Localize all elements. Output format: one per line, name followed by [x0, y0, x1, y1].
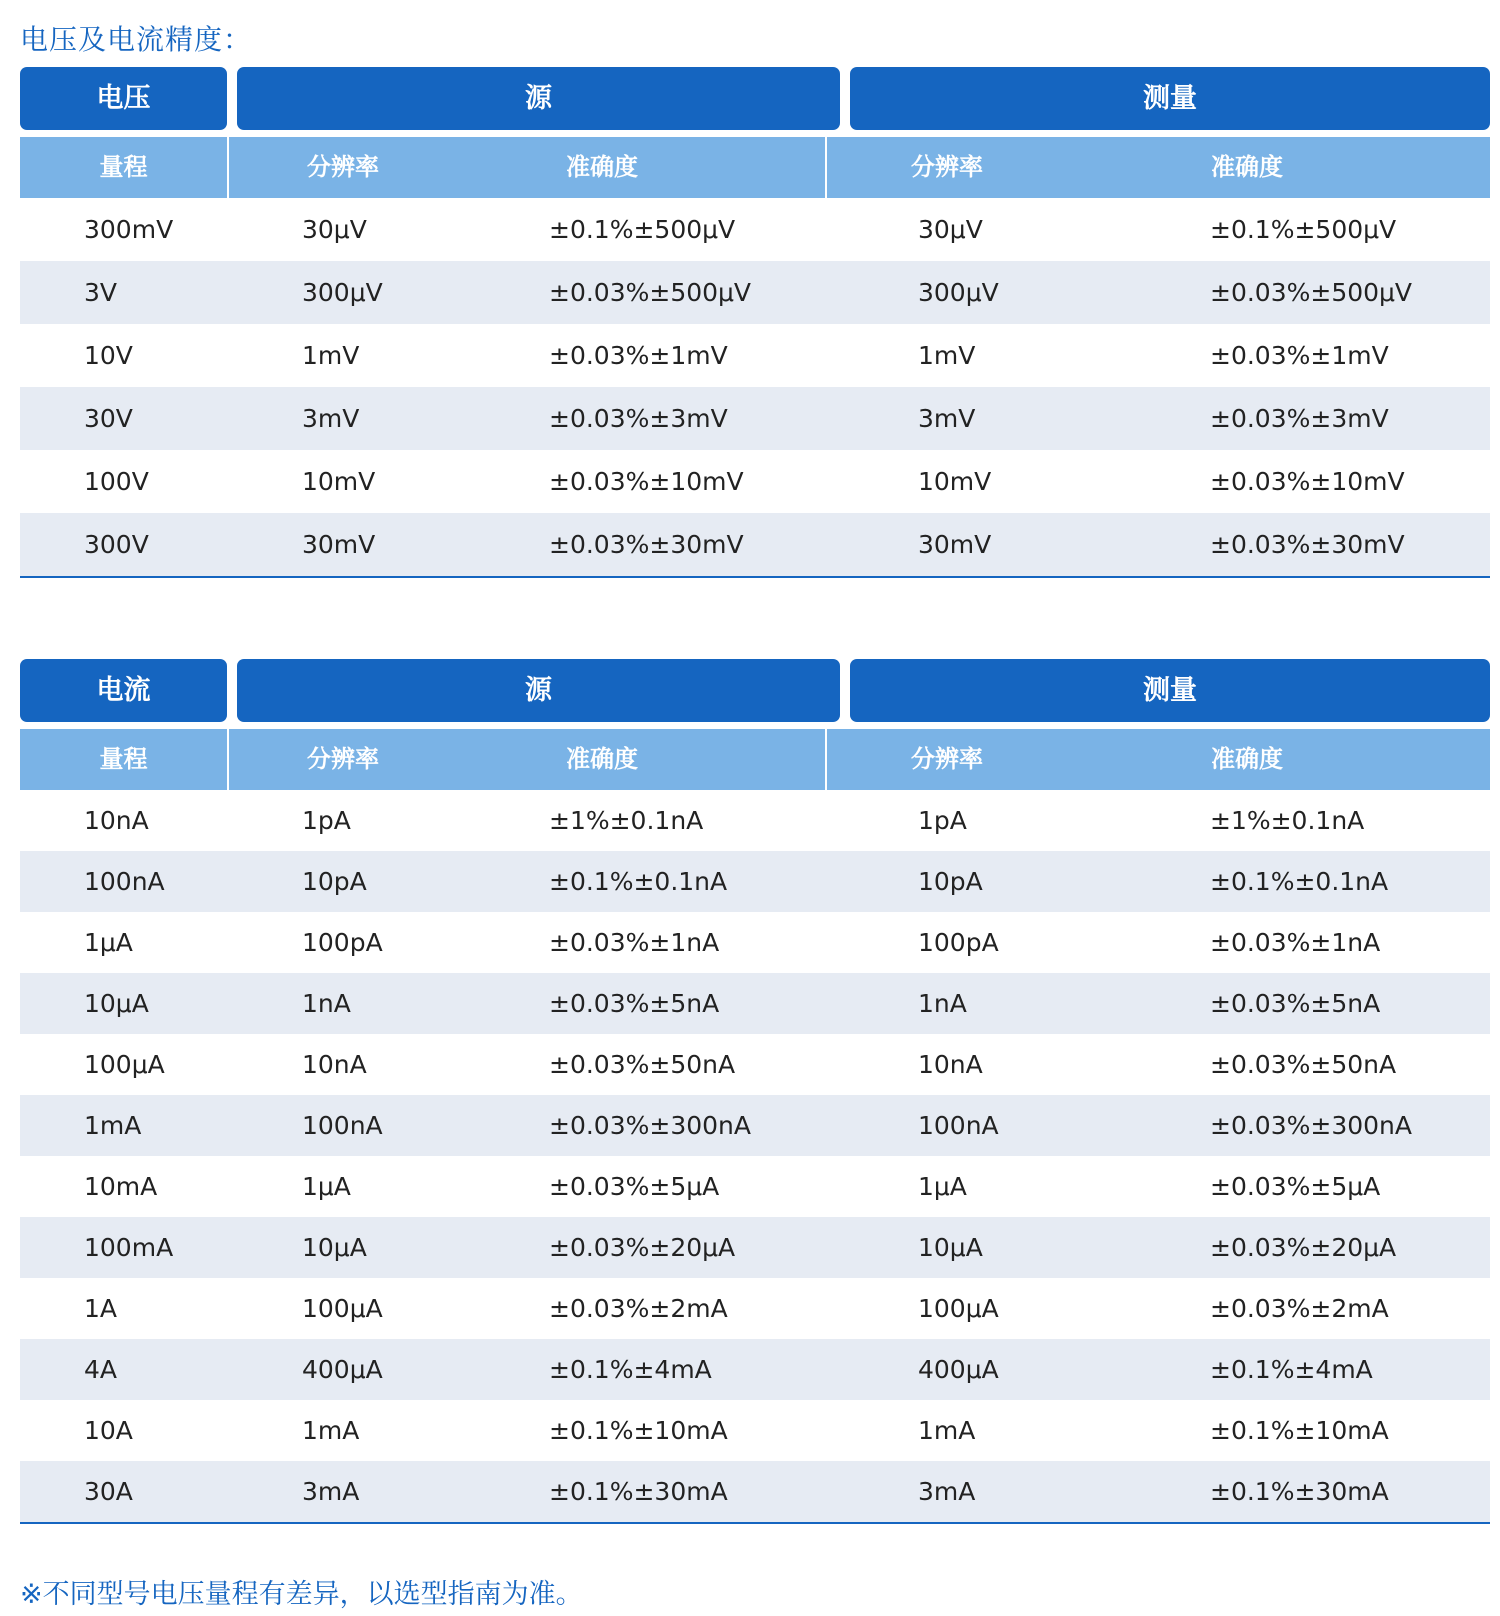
cell-measure-accuracy: ±0.03%±50nA — [1210, 1050, 1397, 1079]
voltage-table — [20, 67, 1490, 578]
current-col-source-resolution: 分辨率 — [307, 745, 379, 773]
cell-source-resolution: 3mA — [302, 1477, 360, 1506]
current-header-row — [20, 659, 1490, 722]
cell-measure-accuracy: ±0.1%±0.1nA — [1210, 867, 1389, 896]
table-row — [20, 1461, 1490, 1522]
table-row — [20, 1400, 1490, 1461]
cell-measure-accuracy: ±0.03%±5nA — [1210, 989, 1381, 1018]
cell-source-accuracy: ±0.03%±5nA — [549, 989, 720, 1018]
cell-source-resolution: 100pA — [302, 928, 383, 957]
cell-source-resolution: 30μV — [302, 215, 367, 244]
cell-source-accuracy: ±0.03%±10mV — [549, 467, 744, 496]
cell-measure-resolution: 10mV — [918, 467, 992, 496]
voltage-col-measure-accuracy: 准确度 — [1211, 153, 1283, 181]
page-title: 电压及电流精度： — [20, 23, 253, 56]
cell-measure-resolution: 10μA — [918, 1233, 983, 1262]
cell-range: 300mV — [84, 215, 174, 244]
voltage-table-body — [20, 198, 1490, 576]
footnote: ※不同型号电压量程有差异，以选型指南为准。 — [20, 1579, 583, 1610]
cell-range: 10nA — [84, 806, 149, 835]
table-row — [20, 851, 1490, 912]
cell-range: 1mA — [84, 1111, 142, 1140]
cell-measure-resolution: 1mA — [918, 1416, 976, 1445]
cell-measure-accuracy: ±0.03%±3mV — [1210, 404, 1389, 433]
table-row — [20, 1095, 1490, 1156]
cell-source-resolution: 10mV — [302, 467, 376, 496]
cell-range: 300V — [84, 530, 149, 559]
cell-measure-accuracy: ±0.03%±10mV — [1210, 467, 1405, 496]
cell-measure-accuracy: ±0.03%±1nA — [1210, 928, 1381, 957]
cell-source-resolution: 1μA — [302, 1172, 351, 1201]
cell-source-resolution: 1nA — [302, 989, 351, 1018]
cell-range: 10mA — [84, 1172, 158, 1201]
cell-source-resolution: 1mA — [302, 1416, 360, 1445]
cell-source-accuracy: ±0.1%±4mA — [549, 1355, 712, 1384]
cell-measure-resolution: 100nA — [918, 1111, 999, 1140]
cell-source-accuracy: ±0.03%±5μA — [549, 1172, 720, 1201]
current-col-measure-resolution: 分辨率 — [911, 745, 983, 773]
table-row — [20, 790, 1490, 851]
cell-range: 10V — [84, 341, 133, 370]
cell-measure-resolution: 30mV — [918, 530, 992, 559]
current-header-source: 源 — [237, 659, 840, 722]
table-row — [20, 450, 1490, 513]
table-row — [20, 912, 1490, 973]
current-col-range: 量程 — [99, 745, 148, 773]
cell-measure-accuracy: ±0.03%±20μA — [1210, 1233, 1397, 1262]
current-table — [20, 659, 1490, 1524]
table-row — [20, 261, 1490, 324]
cell-source-accuracy: ±0.03%±1nA — [549, 928, 720, 957]
table-row — [20, 513, 1490, 576]
cell-measure-accuracy: ±0.1%±500μV — [1210, 215, 1397, 244]
cell-source-resolution: 30mV — [302, 530, 376, 559]
table-row — [20, 198, 1490, 261]
cell-range: 4A — [84, 1355, 118, 1384]
cell-measure-accuracy: ±0.1%±10mA — [1210, 1416, 1389, 1445]
cell-source-resolution: 10nA — [302, 1050, 367, 1079]
cell-source-accuracy: ±0.1%±500μV — [549, 215, 736, 244]
cell-source-resolution: 100μA — [302, 1294, 383, 1323]
voltage-header-measure: 测量 — [850, 67, 1490, 130]
table-bottom-rule — [20, 1522, 1490, 1524]
cell-source-accuracy: ±0.03%±300nA — [549, 1111, 751, 1140]
cell-range: 3V — [84, 278, 118, 307]
cell-source-accuracy: ±0.03%±2mA — [549, 1294, 728, 1323]
cell-measure-accuracy: ±0.03%±300nA — [1210, 1111, 1412, 1140]
cell-measure-resolution: 1nA — [918, 989, 967, 1018]
cell-measure-resolution: 100μA — [918, 1294, 999, 1323]
table-row — [20, 1034, 1490, 1095]
current-table-body — [20, 790, 1490, 1522]
cell-source-accuracy: ±1%±0.1nA — [549, 806, 704, 835]
table-bottom-rule — [20, 576, 1490, 578]
cell-range: 1A — [84, 1294, 118, 1323]
cell-measure-accuracy: ±0.1%±4mA — [1210, 1355, 1373, 1384]
voltage-col-measure-resolution: 分辨率 — [911, 153, 983, 181]
voltage-header-quantity: 电压 — [20, 67, 227, 130]
cell-range: 100nA — [84, 867, 165, 896]
current-header-measure: 测量 — [850, 659, 1490, 722]
table-row — [20, 973, 1490, 1034]
cell-range: 1μA — [84, 928, 133, 957]
cell-source-resolution: 3mV — [302, 404, 360, 433]
cell-measure-resolution: 1mV — [918, 341, 976, 370]
cell-measure-accuracy: ±0.03%±30mV — [1210, 530, 1405, 559]
cell-source-resolution: 400μA — [302, 1355, 383, 1384]
cell-source-accuracy: ±0.03%±3mV — [549, 404, 728, 433]
cell-measure-resolution: 100pA — [918, 928, 999, 957]
cell-measure-accuracy: ±1%±0.1nA — [1210, 806, 1365, 835]
table-row — [20, 1278, 1490, 1339]
cell-source-resolution: 10pA — [302, 867, 367, 896]
cell-source-accuracy: ±0.1%±10mA — [549, 1416, 728, 1445]
cell-range: 100V — [84, 467, 149, 496]
cell-measure-resolution: 3mV — [918, 404, 976, 433]
cell-measure-resolution: 400μA — [918, 1355, 999, 1384]
cell-source-resolution: 10μA — [302, 1233, 367, 1262]
table-row — [20, 324, 1490, 387]
cell-source-accuracy: ±0.03%±50nA — [549, 1050, 736, 1079]
cell-measure-accuracy: ±0.03%±1mV — [1210, 341, 1389, 370]
cell-measure-resolution: 10pA — [918, 867, 983, 896]
cell-source-accuracy: ±0.03%±1mV — [549, 341, 728, 370]
voltage-col-range: 量程 — [99, 153, 148, 181]
cell-source-accuracy: ±0.03%±30mV — [549, 530, 744, 559]
voltage-header-source: 源 — [237, 67, 840, 130]
table-row — [20, 1217, 1490, 1278]
voltage-header-row — [20, 67, 1490, 130]
cell-range: 100mA — [84, 1233, 174, 1262]
cell-source-accuracy: ±0.1%±30mA — [549, 1477, 728, 1506]
table-row — [20, 1339, 1490, 1400]
current-col-source-accuracy: 准确度 — [566, 745, 638, 773]
cell-measure-resolution: 1μA — [918, 1172, 967, 1201]
cell-measure-accuracy: ±0.03%±2mA — [1210, 1294, 1389, 1323]
cell-range: 30A — [84, 1477, 133, 1506]
cell-measure-resolution: 3mA — [918, 1477, 976, 1506]
voltage-subheader-row — [20, 137, 1490, 198]
cell-range: 10A — [84, 1416, 133, 1445]
table-row — [20, 387, 1490, 450]
cell-measure-resolution: 1pA — [918, 806, 967, 835]
cell-range: 10μA — [84, 989, 149, 1018]
cell-source-resolution: 100nA — [302, 1111, 383, 1140]
cell-source-accuracy: ±0.1%±0.1nA — [549, 867, 728, 896]
cell-source-resolution: 1mV — [302, 341, 360, 370]
voltage-col-source-accuracy: 准确度 — [566, 153, 638, 181]
cell-measure-accuracy: ±0.03%±5μA — [1210, 1172, 1381, 1201]
voltage-col-source-resolution: 分辨率 — [307, 153, 379, 181]
cell-source-accuracy: ±0.03%±500μV — [549, 278, 752, 307]
current-col-measure-accuracy: 准确度 — [1211, 745, 1283, 773]
current-header-quantity: 电流 — [20, 659, 227, 722]
cell-measure-accuracy: ±0.1%±30mA — [1210, 1477, 1389, 1506]
cell-range: 30V — [84, 404, 133, 433]
cell-source-accuracy: ±0.03%±20μA — [549, 1233, 736, 1262]
table-row — [20, 1156, 1490, 1217]
cell-measure-resolution: 300μV — [918, 278, 999, 307]
cell-range: 100μA — [84, 1050, 165, 1079]
cell-source-resolution: 1pA — [302, 806, 351, 835]
cell-source-resolution: 300μV — [302, 278, 383, 307]
current-subheader-row — [20, 729, 1490, 790]
cell-measure-resolution: 10nA — [918, 1050, 983, 1079]
cell-measure-resolution: 30μV — [918, 215, 983, 244]
cell-measure-accuracy: ±0.03%±500μV — [1210, 278, 1413, 307]
